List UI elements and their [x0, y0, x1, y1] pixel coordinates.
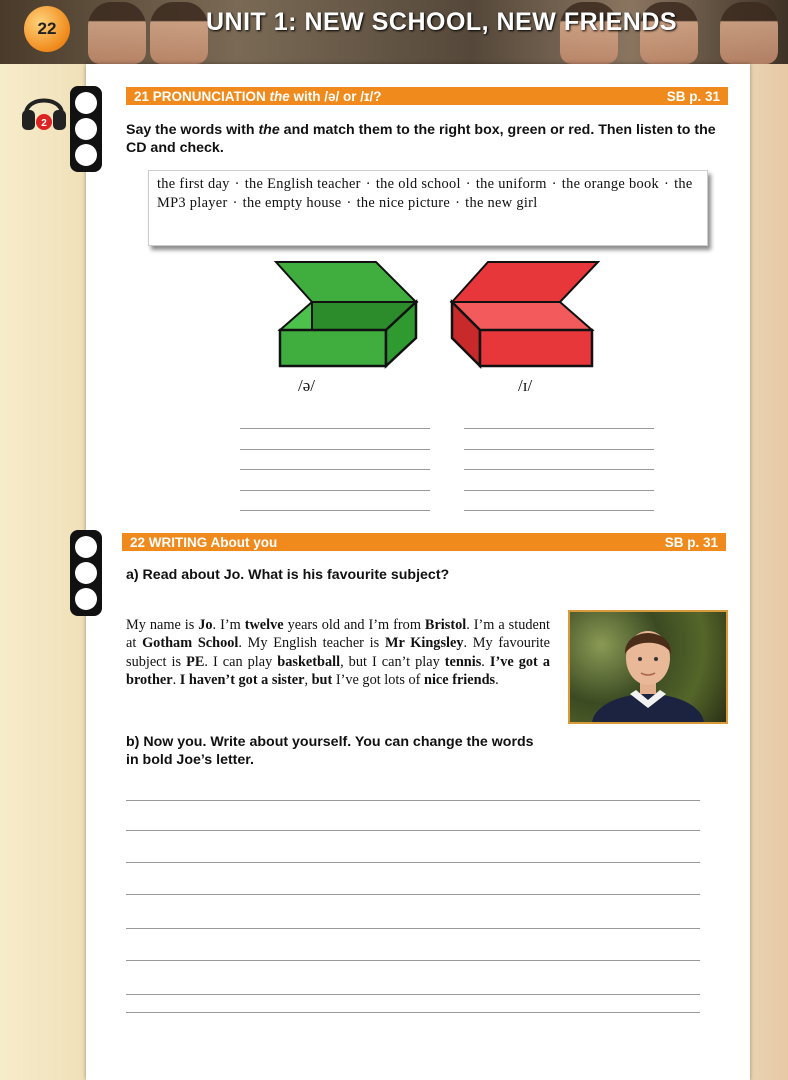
word-item: the MP3 player	[157, 176, 693, 211]
writing-line[interactable]	[126, 800, 700, 801]
word-item: the empty house	[242, 195, 342, 211]
answer-line-red[interactable]	[464, 449, 654, 450]
bold-phrase: Mr Kingsley	[384, 635, 464, 652]
exercise-21-sb-ref: SB p. 31	[666, 88, 720, 104]
banner-photo	[720, 2, 778, 64]
writing-line[interactable]	[126, 994, 700, 995]
text-run: . I’m	[212, 617, 245, 633]
bold-phrase: twelve	[244, 617, 284, 633]
writing-line[interactable]	[126, 862, 700, 863]
answer-line-red[interactable]	[464, 510, 654, 511]
word-box	[148, 170, 708, 246]
text-run: ,	[304, 672, 312, 689]
bold-phrase: but	[311, 672, 333, 689]
text-run: . I can play	[204, 653, 278, 670]
writing-line[interactable]	[126, 894, 700, 895]
exercise-21-title: 21 PRONUNCIATION the with /ə/ or /ɪ/?	[134, 88, 382, 104]
word-separator: ·	[664, 176, 670, 192]
answer-line-red[interactable]	[464, 490, 654, 491]
bold-phrase: Jo	[198, 617, 213, 633]
svg-text:2: 2	[41, 118, 47, 129]
schwa-label: /ə/	[298, 376, 315, 395]
bold-phrase: basketball	[277, 653, 341, 670]
word-item: the orange book	[561, 176, 659, 192]
exercise-22-sb-ref: SB p. 31	[664, 534, 718, 550]
exercise-21-instruction: Say the words with the and match them to the right box, green or red. Then listen to the CD and check.	[126, 122, 716, 156]
exercise-22-title: 22 WRITING About you	[130, 534, 278, 550]
writing-line[interactable]	[126, 830, 700, 831]
text-run: .	[495, 672, 499, 689]
text-run: My name is	[126, 617, 199, 633]
answer-line-green[interactable]	[240, 449, 430, 450]
page-number: 22	[24, 6, 70, 52]
text-run: .	[172, 672, 180, 689]
word-item: the new girl	[465, 195, 538, 211]
difficulty-lights-icon	[70, 530, 102, 616]
jo-paragraph	[126, 616, 550, 690]
bold-phrase: I haven’t got a sister	[179, 672, 305, 689]
text-run: . My favourite subject is	[126, 635, 551, 670]
text-run: years old and I’m from	[283, 617, 425, 633]
question-b: b) Now you. Write about yourself. You can change the words in bold Joe’s letter.	[126, 734, 534, 768]
answer-line-green[interactable]	[240, 490, 430, 491]
green-box-icon	[272, 258, 424, 370]
word-separator: ·	[232, 195, 238, 211]
bold-phrase: Gotham School	[142, 635, 239, 652]
word-separator: ·	[551, 176, 557, 192]
answer-line-green[interactable]	[240, 428, 430, 429]
red-box-icon	[448, 258, 602, 370]
question-a: a) Read about Jo. What is his favourite subject?	[126, 567, 450, 583]
difficulty-lights-icon	[70, 86, 102, 172]
text-run: I’ve got lots of	[332, 672, 424, 689]
exercise-22-header	[122, 533, 726, 551]
jo-photo	[568, 610, 728, 724]
answer-line-red[interactable]	[464, 469, 654, 470]
text-run: .	[481, 653, 490, 670]
bold-phrase: I’ve got a brother	[126, 653, 550, 689]
page-margin-right	[750, 64, 788, 1080]
bold-phrase: nice friends	[424, 672, 496, 689]
word-separator: ·	[346, 195, 352, 211]
short-i-label: /ɪ/	[518, 376, 533, 395]
bold-phrase: tennis	[444, 653, 482, 670]
writing-line[interactable]	[126, 1012, 700, 1013]
unit-title: UNIT 1: NEW SCHOOL, NEW FRIENDS	[206, 8, 678, 36]
word-item: the old school	[375, 176, 461, 192]
word-separator: ·	[455, 195, 461, 211]
word-item: the English teacher	[244, 176, 361, 192]
banner-photo	[150, 2, 208, 64]
word-separator: ·	[465, 176, 471, 192]
writing-line[interactable]	[126, 960, 700, 961]
headphones-icon	[20, 88, 68, 132]
bold-phrase: PE	[186, 653, 205, 670]
word-item: the first day	[157, 176, 230, 192]
word-item: the nice picture	[356, 195, 451, 211]
word-separator: ·	[365, 176, 371, 192]
bold-phrase: Bristol	[424, 617, 467, 633]
banner-photo	[88, 2, 146, 64]
text-run: . I’m a student at	[126, 617, 550, 652]
exercise-21-header	[126, 87, 728, 105]
text-run: . My English teacher is	[238, 635, 385, 652]
text-run: , but I can’t play	[340, 653, 445, 670]
word-item: the uniform	[475, 176, 547, 192]
writing-line[interactable]	[126, 928, 700, 929]
answer-line-red[interactable]	[464, 428, 654, 429]
answer-line-green[interactable]	[240, 469, 430, 470]
word-separator: ·	[234, 176, 240, 192]
answer-line-green[interactable]	[240, 510, 430, 511]
